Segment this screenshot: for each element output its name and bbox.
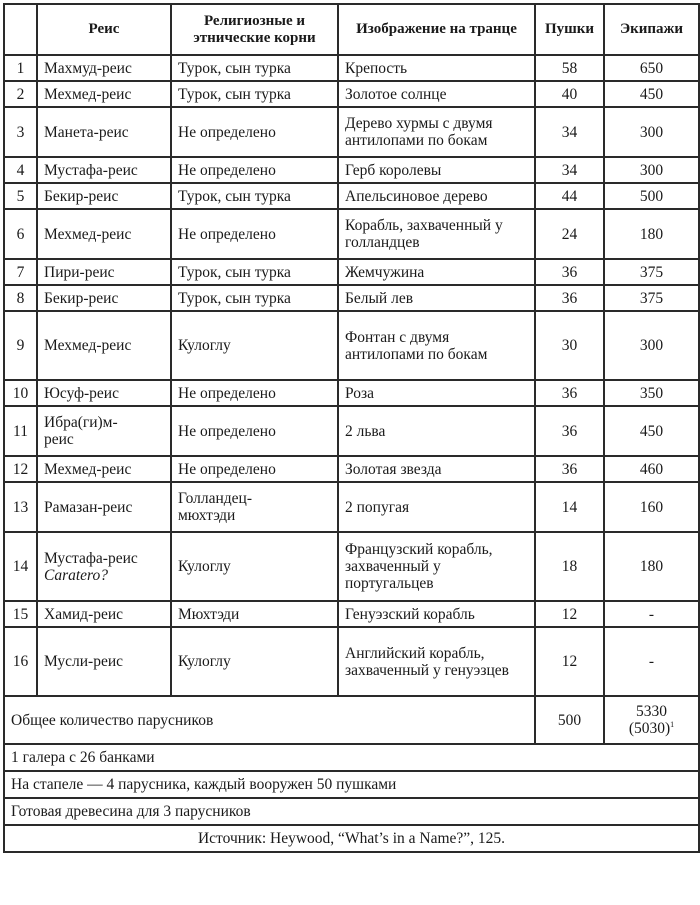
- row-num: 9: [4, 311, 37, 380]
- row-guns: 24: [535, 209, 604, 259]
- row-roots: Турок, сын турка: [171, 55, 338, 81]
- row-image: Жемчужина: [338, 259, 535, 285]
- row-num: 13: [4, 482, 37, 532]
- table-row: [4, 209, 699, 259]
- row-num: 15: [4, 601, 37, 627]
- row-guns: 34: [535, 107, 604, 157]
- row-guns: 30: [535, 311, 604, 380]
- table-row: [4, 601, 699, 627]
- note-row: [4, 771, 699, 798]
- row-crew: 375: [604, 285, 699, 311]
- row-reis: Мехмед-реис: [37, 311, 171, 380]
- row-image: Белый лев: [338, 285, 535, 311]
- total-crew-alt-wrap: [611, 720, 692, 737]
- footnote-marker: 1: [670, 719, 675, 729]
- row-reis: Ибра(ги)м-реис: [37, 406, 171, 456]
- row-image: Дерево хурмы с двумя антилопами по бокам: [338, 107, 535, 157]
- row-reis: Юсуф-реис: [37, 380, 171, 406]
- row-reis: Хамид-реис: [37, 601, 171, 627]
- row-roots: Не определено: [171, 157, 338, 183]
- row-reis: Мехмед-реис: [37, 456, 171, 482]
- table-row: [4, 183, 699, 209]
- table-row: [4, 532, 699, 601]
- row-guns: 12: [535, 627, 604, 696]
- row-image: Герб королевы: [338, 157, 535, 183]
- row-crew: 180: [604, 532, 699, 601]
- row-reis: Бекир-реис: [37, 183, 171, 209]
- row-image: 2 льва: [338, 406, 535, 456]
- row-guns: 12: [535, 601, 604, 627]
- row-image: Апельсиновое дерево: [338, 183, 535, 209]
- row-roots: Турок, сын турка: [171, 81, 338, 107]
- header-reis: Реис: [37, 4, 171, 55]
- row-image: Роза: [338, 380, 535, 406]
- table-row: [4, 627, 699, 696]
- row-crew: 460: [604, 456, 699, 482]
- row-image: Генуэзский корабль: [338, 601, 535, 627]
- row-image: Французский корабль, захваченный у португальцев: [338, 532, 535, 601]
- row-crew: 350: [604, 380, 699, 406]
- row-reis: Мусли-реис: [37, 627, 171, 696]
- note-stocks: На стапеле — 4 парусника, каждый вооружен 50 пушками: [4, 771, 699, 798]
- row-num: 7: [4, 259, 37, 285]
- row-reis: Мустафа-реис: [44, 549, 138, 567]
- row-num: 12: [4, 456, 37, 482]
- row-guns: 36: [535, 285, 604, 311]
- table-row: [4, 380, 699, 406]
- row-reis-alias: Caratero?: [44, 566, 109, 584]
- table-row: [4, 55, 699, 81]
- table-row: [4, 259, 699, 285]
- total-label: Общее количество парусников: [4, 696, 535, 744]
- row-roots: Кулоглу: [171, 311, 338, 380]
- row-guns: 36: [535, 380, 604, 406]
- row-reis: Махмуд-реис: [37, 55, 171, 81]
- row-roots: Не определено: [171, 406, 338, 456]
- row-guns: 40: [535, 81, 604, 107]
- row-num: 11: [4, 406, 37, 456]
- row-num: 16: [4, 627, 37, 696]
- row-image: 2 попугая: [338, 482, 535, 532]
- row-crew: 180: [604, 209, 699, 259]
- table-row: [4, 81, 699, 107]
- row-reis: Бекир-реис: [37, 285, 171, 311]
- table-row: [4, 311, 699, 380]
- row-image: Золотая звезда: [338, 456, 535, 482]
- table-row: [4, 107, 699, 157]
- row-num: 3: [4, 107, 37, 157]
- row-crew: 650: [604, 55, 699, 81]
- row-guns: 36: [535, 259, 604, 285]
- row-roots: Не определено: [171, 209, 338, 259]
- row-roots: Голландец-мюхтэди: [171, 482, 338, 532]
- row-crew: 160: [604, 482, 699, 532]
- row-num: 6: [4, 209, 37, 259]
- header-image: Изображение на транце: [338, 4, 535, 55]
- row-crew: 300: [604, 311, 699, 380]
- row-roots: Турок, сын турка: [171, 259, 338, 285]
- header-crew: Экипажи: [604, 4, 699, 55]
- row-crew: -: [604, 627, 699, 696]
- row-crew: 300: [604, 107, 699, 157]
- row-reis: Мехмед-реис: [37, 81, 171, 107]
- row-guns: 44: [535, 183, 604, 209]
- row-image: Английский корабль, захваченный у генуэзцев: [338, 627, 535, 696]
- row-reis-cell: [37, 532, 171, 601]
- total-guns: 500: [535, 696, 604, 744]
- row-guns: 14: [535, 482, 604, 532]
- row-reis: Манета-реис: [37, 107, 171, 157]
- note-row: [4, 744, 699, 771]
- header-roots: Религиозные и этнические корни: [171, 4, 338, 55]
- row-guns: 18: [535, 532, 604, 601]
- row-reis: Мехмед-реис: [37, 209, 171, 259]
- row-reis: Мустафа-реис: [37, 157, 171, 183]
- row-image: Золотое солнце: [338, 81, 535, 107]
- row-guns: 34: [535, 157, 604, 183]
- row-num: 8: [4, 285, 37, 311]
- row-image: Крепость: [338, 55, 535, 81]
- row-num: 10: [4, 380, 37, 406]
- row-num: 5: [4, 183, 37, 209]
- table-row: [4, 406, 699, 456]
- table-row: [4, 456, 699, 482]
- row-roots: Не определено: [171, 456, 338, 482]
- row-crew: 500: [604, 183, 699, 209]
- row-crew: 300: [604, 157, 699, 183]
- row-guns: 36: [535, 456, 604, 482]
- table-row: [4, 482, 699, 532]
- total-crew-alt: (5030): [628, 720, 671, 737]
- note-timber: Готовая древесина для 3 парусников: [4, 798, 699, 825]
- row-crew: 450: [604, 406, 699, 456]
- row-num: 14: [4, 532, 37, 601]
- row-roots: Мюхтэди: [171, 601, 338, 627]
- row-roots: Турок, сын турка: [171, 183, 338, 209]
- row-num: 2: [4, 81, 37, 107]
- total-row: [4, 696, 699, 744]
- row-roots: Не определено: [171, 107, 338, 157]
- row-roots: Не определено: [171, 380, 338, 406]
- source-citation: Источник: Heywood, “What’s in a Name?”, 125.: [4, 825, 699, 852]
- row-num: 4: [4, 157, 37, 183]
- row-roots: Кулоглу: [171, 627, 338, 696]
- ship-roster-table: [3, 3, 700, 853]
- source-row: [4, 825, 699, 852]
- total-crew-cell: [604, 696, 699, 744]
- table-row: [4, 157, 699, 183]
- note-galley: 1 галера с 26 банками: [4, 744, 699, 771]
- row-reis: Пири-реис: [37, 259, 171, 285]
- row-crew: -: [604, 601, 699, 627]
- note-row: [4, 798, 699, 825]
- row-crew: 450: [604, 81, 699, 107]
- header-row: [4, 4, 699, 55]
- row-guns: 36: [535, 406, 604, 456]
- row-image: Корабль, захваченный у голландцев: [338, 209, 535, 259]
- header-num: [4, 4, 37, 55]
- header-guns: Пушки: [535, 4, 604, 55]
- row-image: Фонтан с двумя антилопами по бокам: [338, 311, 535, 380]
- row-guns: 58: [535, 55, 604, 81]
- row-roots: Кулоглу: [171, 532, 338, 601]
- row-num: 1: [4, 55, 37, 81]
- row-roots: Турок, сын турка: [171, 285, 338, 311]
- row-crew: 375: [604, 259, 699, 285]
- total-crew: 5330: [636, 703, 667, 720]
- table-row: [4, 285, 699, 311]
- row-reis: Рамазан-реис: [37, 482, 171, 532]
